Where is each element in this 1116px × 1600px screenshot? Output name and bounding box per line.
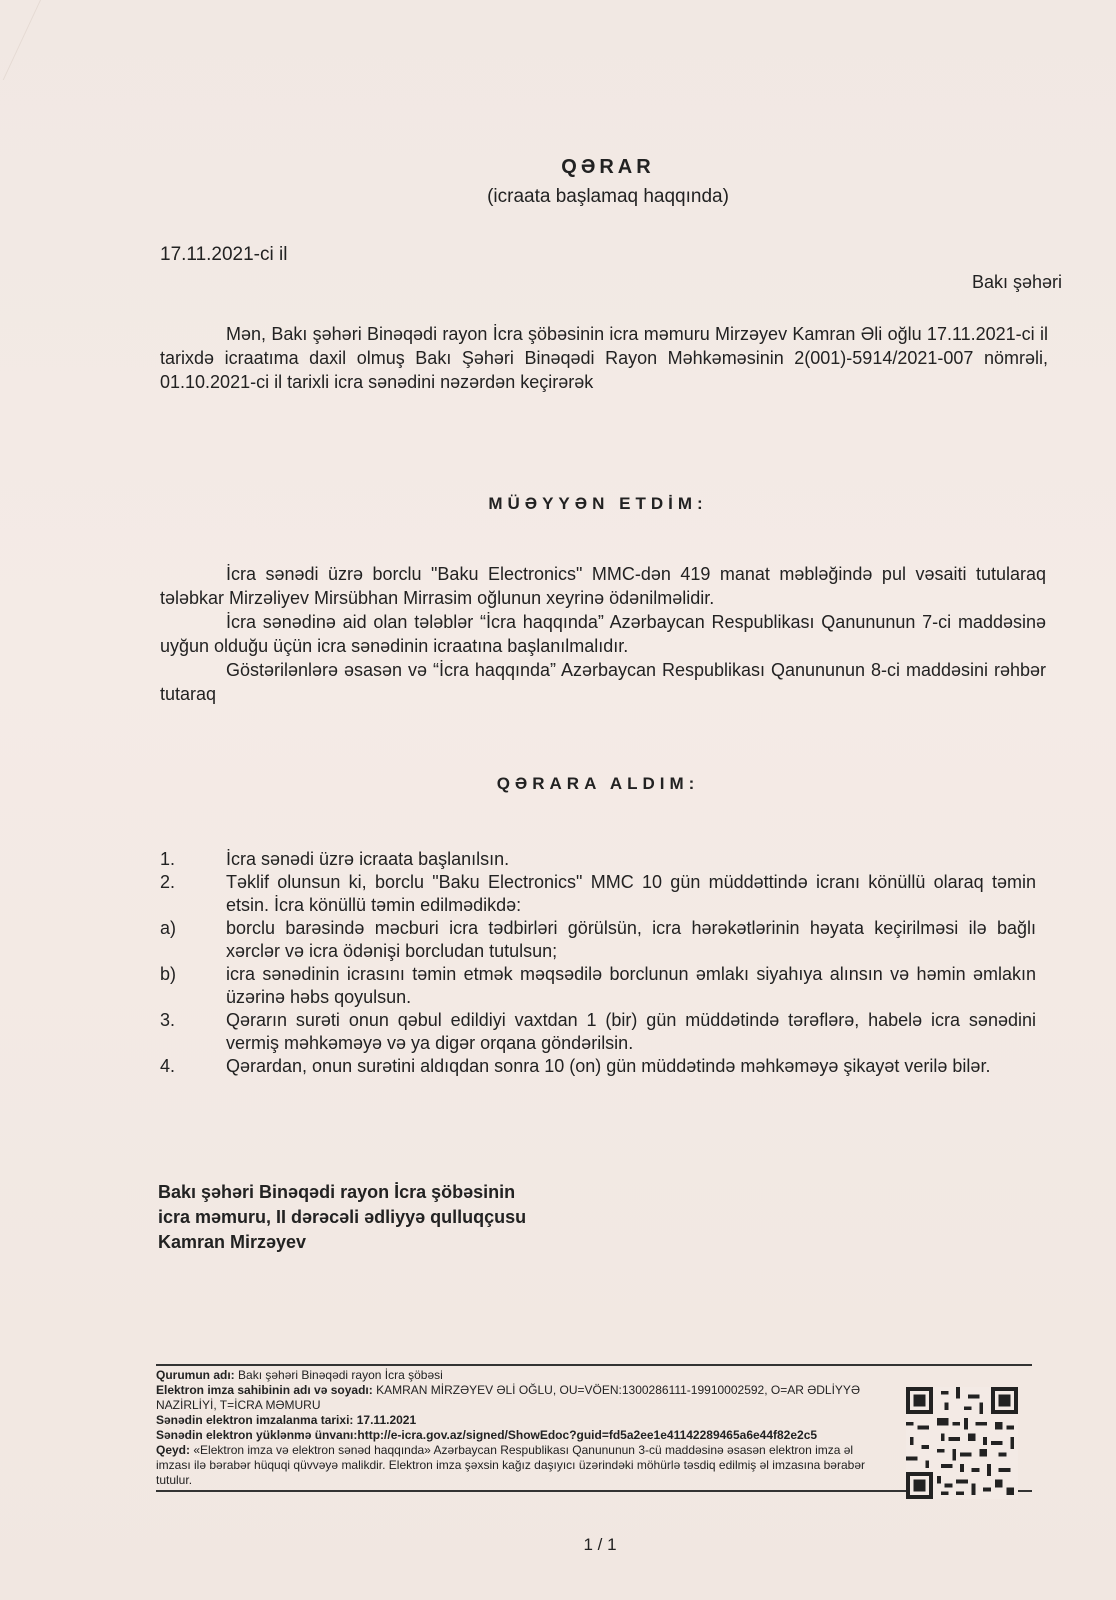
footer-value: Bakı şəhəri Binəqədi rayon İcra şöbəsi [238, 1368, 443, 1382]
document-title: QƏRAR [561, 156, 655, 178]
list-text: İcra sənədi üzrə icraata başlanılsın. [226, 849, 510, 869]
intro-paragraph: Mən, Bakı şəhəri Binəqədi rayon İcra şöbəsinin icra məmuru Mirzəyev Kamran Əli oğlu 17.11.2021-ci il tarixdə icraatıma daxil olmuş Bakı Şəhəri Binəqədi Rayon Məhkəməsinin 2(001)-5914/2021-007 nömrəli, 01.10.2021-ci il tarixli icra sənədini nəzərdən keçirərək [160, 324, 1048, 392]
list-item [160, 1055, 1036, 1078]
signature-line: icra məmuru, II dərəcəli ədliyyə qulluqçusu [158, 1207, 527, 1227]
list-marker: 2. [160, 872, 176, 892]
list-item [160, 871, 1036, 917]
list-text: Təklif olunsun ki, borclu "Baku Electronics" MMC 10 gün müddəttində icranı könüllü olaraq təmin etsin. İcra könüllü təmin edilmədikdə: [226, 872, 1036, 915]
findings-body [160, 562, 1046, 706]
footer-label: Sənədin elektron imzalanma tarixi: [156, 1413, 354, 1427]
footer-value: KAMRAN MİRZƏYEV ƏLİ OĞLU, OU=VÖEN:1300286111-19910002592, O=AR ƏDLİYYƏ NAZİRLİYİ, T=İCRA MƏMURU [156, 1383, 860, 1412]
list-marker: b) [160, 964, 177, 984]
findings-paragraph: Göstərilənlərə əsasən və “İcra haqqında” Azərbaycan Respublikası Qanununun 8-ci maddəsini rəhbər tutaraq [160, 660, 1046, 704]
page-number: 1 / 1 [583, 1535, 617, 1554]
list-item [160, 848, 1036, 871]
document-url-link[interactable]: http://e-icra.gov.az/signed/ShowEdoc?guid=fd5a2ee1e41142289465a6e44f82e2c5 [357, 1428, 818, 1442]
footer-label: Sənədin elektron yüklənmə ünvanı: [156, 1428, 358, 1442]
list-text: Qərarın surəti onun qəbul edildiyi vaxtdan 1 (bir) gün müddətində tərəflərə, habelə icra sənədini vermiş məhkəməyə və ya digər orqana göndərilsin. [226, 1010, 1036, 1053]
signature-block [158, 1180, 526, 1255]
list-marker: 3. [160, 1010, 176, 1030]
e-signature-footer [156, 1364, 1032, 1492]
findings-heading: MÜƏYYƏN ETDİM: [488, 494, 708, 513]
document-city: Bakı şəhəri [971, 272, 1062, 292]
decision-heading: QƏRARA ALDIM: [496, 774, 700, 793]
findings-paragraph: İcra sənədinə aid olan tələblər “İcra haqqında” Azərbaycan Respublikası Qanununun 7-ci maddəsinə uyğun olduğu üçün icra sənədinin icraatına başlanılmalıdır. [160, 612, 1046, 656]
list-item [160, 917, 1036, 963]
document-subtitle: (icraata başlamaq haqqında) [487, 186, 729, 207]
footer-label: Qurumun adı: [156, 1368, 235, 1382]
footer-label: Qeyd: [156, 1443, 191, 1457]
footer-text [156, 1368, 888, 1488]
decision-list [160, 848, 1036, 1078]
list-item [160, 1009, 1036, 1055]
findings-paragraph: İcra sənədi üzrə borclu "Baku Electronics" MMC-dən 419 manat məbləğində pul vəsaiti tutularaq tələbkar Mirzəliyev Mirsübhan Mirrasim oğlunun xeyrinə ödənilməlidir. [160, 564, 1046, 608]
list-text: Qərardan, onun surətini aldıqdan sonra 10 (on) gün müddətində məhkəməyə şikayət verilə bilər. [226, 1056, 991, 1076]
footer-value: 17.11.2021 [356, 1413, 417, 1427]
signature-name: Kamran Mirzəyev [158, 1232, 307, 1252]
paper-fold [0, 0, 41, 80]
signature-line: Bakı şəhəri Binəqədi rayon İcra şöbəsinin [158, 1182, 516, 1202]
list-text: icra sənədinin icrasını təmin etmək məqsədilə borclunun əmlakı siyahıya alınsın və həmin əmlakın üzərinə həbs qoyulsun. [226, 964, 1036, 1007]
list-marker: 4. [160, 1056, 176, 1076]
list-marker: 1. [160, 849, 176, 869]
document-date: 17.11.2021-ci il [160, 244, 288, 265]
footer-value: «Elektron imza və elektron sənəd haqqında» Azərbaycan Respublikası Qanununun 3-cü maddəsinə əsasən elektron imza əl imzası ilə bərabər hüquqi qüvvəyə malikdir. Elektron imza şəxsin kağız daşıyıcı üzərindəki möhürlə təsdiq edilmiş əl imzasına bərabər tutulur. [156, 1443, 865, 1487]
list-item [160, 963, 1036, 1009]
qr-code-icon [906, 1384, 1018, 1502]
list-marker: a) [160, 918, 177, 938]
footer-label: Elektron imza sahibinin adı və soyadı: [156, 1383, 373, 1397]
list-text: borclu barəsində məcburi icra tədbirləri görülsün, icra hərəkətlərinin həyata keçirilməsi ilə bağlı xərclər və icra ödənişi borcludan tutulsun; [226, 918, 1036, 961]
